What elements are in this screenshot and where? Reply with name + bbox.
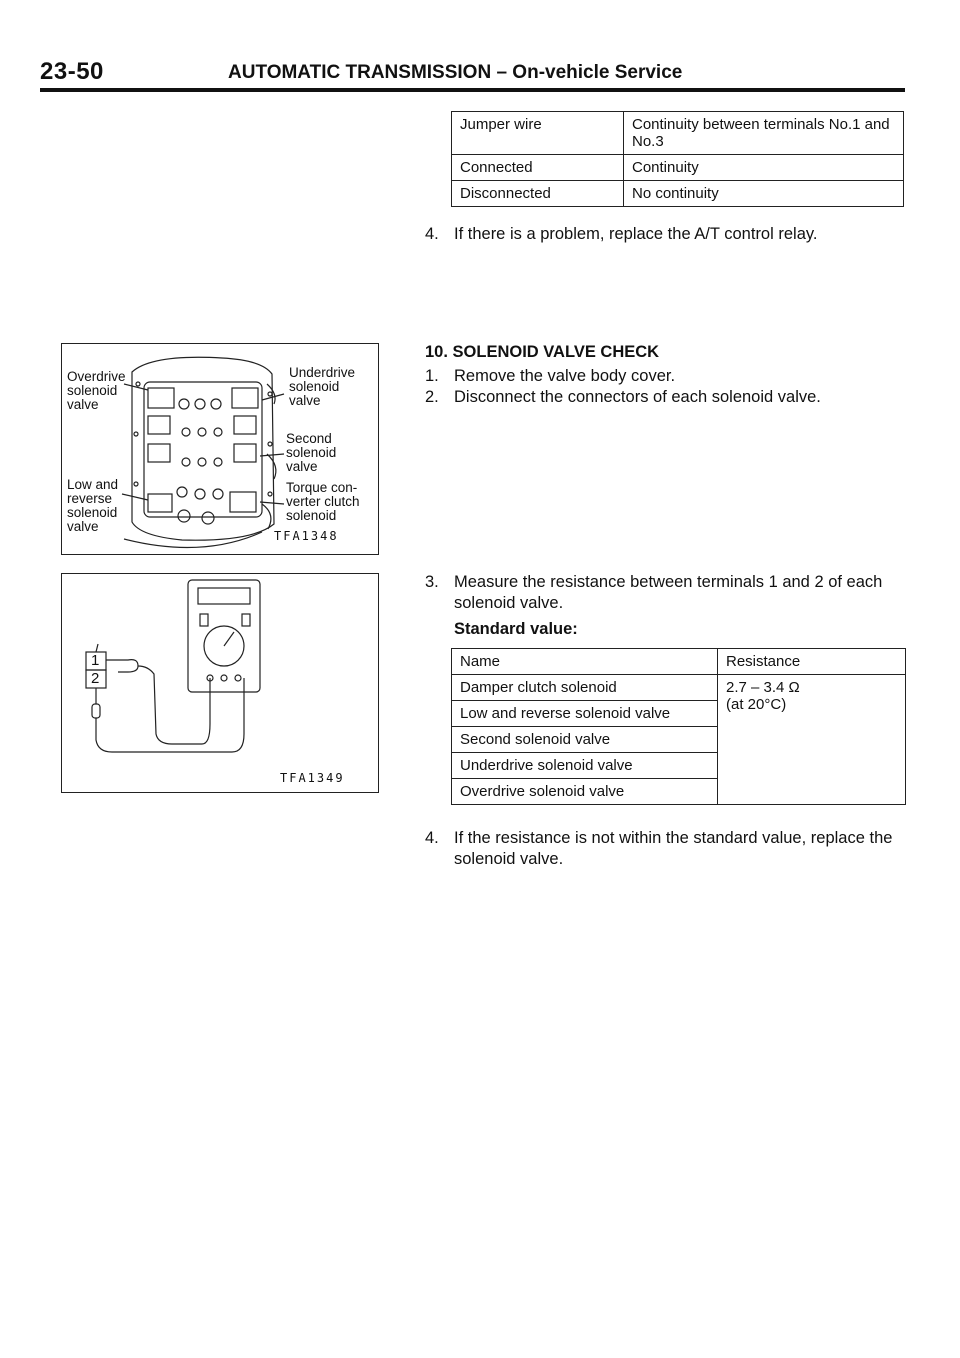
resistance-condition: (at 20°C) xyxy=(726,696,787,713)
table-cell: Low and reverse solenoid valve xyxy=(452,701,718,727)
table-cell: Damper clutch solenoid xyxy=(452,675,718,701)
standard-value-label: Standard value: xyxy=(454,620,578,638)
table-cell: Disconnected xyxy=(452,181,624,207)
step-number: 1. xyxy=(425,367,439,385)
section-step-3 xyxy=(425,572,915,618)
step-text: If the resistance is not within the standard value, replace the solenoid valve. xyxy=(454,829,893,868)
step-number: 4. xyxy=(425,225,439,243)
step-text: Remove the valve body cover. xyxy=(454,367,676,385)
table-header-cell: Resistance xyxy=(718,649,906,675)
step-text: If there is a problem, replace the A/T control relay. xyxy=(454,225,818,243)
page-title: AUTOMATIC TRANSMISSION – On-vehicle Service xyxy=(228,62,683,83)
table-row xyxy=(452,181,904,207)
terminal-2-label: 2 xyxy=(91,670,100,687)
second-solenoid-label: Second solenoid valve xyxy=(286,431,337,474)
table-cell: Connected xyxy=(452,155,624,181)
underdrive-solenoid-label: Underdrive solenoid valve xyxy=(289,365,356,408)
figure-code: TFA1349 xyxy=(280,771,345,785)
table-cell: Continuity xyxy=(624,155,904,181)
step-number: 3. xyxy=(425,573,439,591)
step-text: Disconnect the connectors of each solenoid valve. xyxy=(454,388,821,406)
resistance-table xyxy=(451,648,906,805)
low-reverse-solenoid-label: Low and reverse solenoid valve xyxy=(67,477,119,534)
table-row xyxy=(452,675,906,701)
resistance-value-cell xyxy=(718,675,906,805)
table-header-row xyxy=(452,112,904,155)
step-number: 4. xyxy=(425,829,439,847)
table-header-cell: Continuity between terminals No.1 and No.3 xyxy=(624,112,904,155)
terminal-1-label: 1 xyxy=(91,652,100,669)
figure-code: TFA1348 xyxy=(274,529,339,543)
table-cell: No continuity xyxy=(624,181,904,207)
step-number: 2. xyxy=(425,388,439,406)
resistance-value: 2.7 – 3.4 Ω xyxy=(726,679,800,696)
table-header-cell: Jumper wire xyxy=(452,112,624,155)
header-rule xyxy=(40,88,905,92)
table-header-row xyxy=(452,649,906,675)
step-text: Measure the resistance between terminals 1 and 2 of each solenoid valve. xyxy=(454,573,883,612)
table-row xyxy=(452,155,904,181)
table-header-cell: Name xyxy=(452,649,718,675)
table-cell: Second solenoid valve xyxy=(452,727,718,753)
table-cell: Underdrive solenoid valve xyxy=(452,753,718,779)
ohmmeter-figure xyxy=(61,573,379,793)
page-number: 23-50 xyxy=(40,58,104,85)
torque-converter-solenoid-label: Torque con- verter clutch solenoid xyxy=(286,480,360,523)
section-heading: 10. SOLENOID VALVE CHECK xyxy=(425,343,660,361)
section-step-4 xyxy=(425,828,915,872)
ohmmeter-illustration xyxy=(62,574,378,792)
relay-continuity-table xyxy=(451,111,904,207)
table-cell: Overdrive solenoid valve xyxy=(452,779,718,805)
overdrive-solenoid-label: Overdrive solenoid valve xyxy=(67,369,126,412)
valve-body-figure xyxy=(61,343,379,555)
